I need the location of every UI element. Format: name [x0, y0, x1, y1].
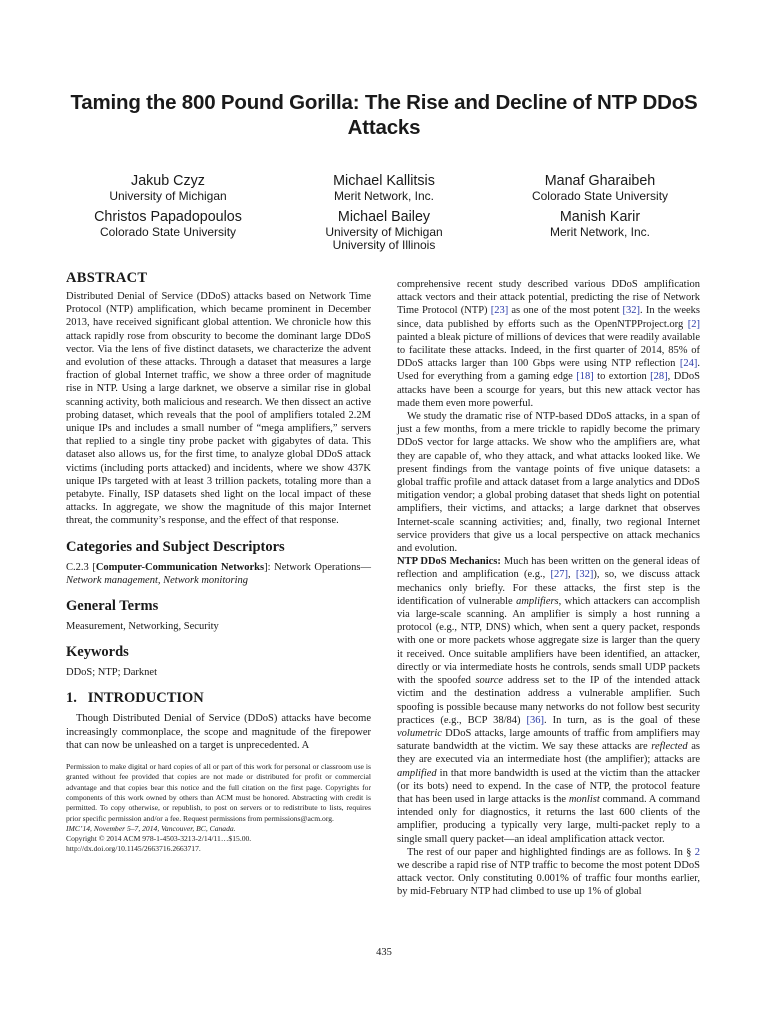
categories-section: [66, 539, 371, 587]
abstract-text: Distributed Denial of Service (DDoS) attacks based on Network Time Protocol (NTP) amplification, which became prominent in December 2013, have received significant global attention. We chronicle how this attack rapidly rose from obscurity to become the dominant large DDoS vector. Via the lens of five distinct datasets, we characterize the advent and evolution of these attacks. Through a dataset that measures a large fraction of global Internet traffic, we show a three order of magnitude rise in NTP. Using a large darknet, we observe a similar rise in global scanning activity, both malicious and research. We then dissect an active probing dataset, which reveals that the pool of amplifiers totaled 2.2M unique IPs and includes a small number of “mega amplifiers,” servers that replied to a single tiny probe packet with gigabytes of data. This dataset also allows us, for the first time, to analyze global DDoS attack victims (including ports attacked) and incidents, where we show 437K unique IPs targeted with at least 3 trillion packets, totaling more than a petabyte. Finally, ISP datasets shed light on the local impact of these attacks. In aggregate, we show the magnitude of this major Internet threat, the community’s response, and the effect of that response.: [66, 291, 371, 527]
run-in-heading: NTP DDoS Mechanics:: [397, 556, 501, 568]
text-run: we describe a rapid rise of NTP traffic to become the most potent DDoS attack vector. Only constituting 0.001% of traffic four months earlier, by mid-February NTP had climbed to use up 1% of global: [397, 859, 700, 898]
author-block: [60, 173, 708, 252]
italic-term: source: [475, 675, 504, 687]
citation-link[interactable]: [2]: [687, 318, 700, 330]
italic-term: amplified: [397, 767, 437, 779]
keywords-heading: Keywords: [66, 644, 129, 661]
introduction-heading: 1. INTRODUCTION: [66, 690, 204, 707]
text-run: , which attackers can accomplish via large-scale scanning. An amplifier is simply a host running a protocol (e.g., NTP, DNS) which, when sent a query packet, responds with one or more packets whose aggregate size is larger than the query it received. Once suitable amplifiers have been identified, an attacker, directly or via intermediate hosts he controls, sends small UDP packets with the spoofed: [397, 595, 700, 687]
intro-paragraph-2: We study the dramatic rise of NTP-based DDoS attacks, in a span of just a few months, from a mere trickle to rapidly become the primary DDoS vector for large attacks. We show who the amplifiers are, what they are capable of, who they attack, and what attacks looked like. We present findings from the vantage points of five unique datasets: a global traffic profile and attack dataset from a large analytics and DDoS mitigation vendor; a global probing dataset that sheds light on potential amplifiers, their victims, and attacks; a large darknet that observes Internet-scale scanning activities; and, finally, two regional Internet service providers that give us a local perspective on attack mechanics and evolution.: [397, 411, 700, 555]
author-affiliation: University of Michigan: [325, 225, 443, 239]
citation-link[interactable]: [36]: [526, 714, 545, 726]
author-affiliation: Colorado State University: [531, 189, 669, 203]
venue-text: IMC’14, November 5–7, 2014, Vancouver, BC, Canada.: [66, 823, 236, 833]
categories-italic: Network management, Network monitoring: [66, 574, 248, 586]
section-link[interactable]: 2: [694, 846, 700, 858]
author-name: Manish Karir: [559, 209, 641, 225]
conference-venue: [66, 824, 371, 834]
author-affiliation: Merit Network, Inc.: [549, 225, 651, 239]
general-terms-text: Measurement, Networking, Security: [66, 621, 219, 633]
author: [276, 209, 492, 252]
general-terms-heading: General Terms: [66, 598, 159, 615]
text-run: in that more bandwidth is used at the victim than the attacker (or its bots) need to expend. In the case of NTP, the protocol feature that has been used in large attacks is the: [397, 767, 700, 805]
italic-term: monlist: [568, 793, 600, 805]
text-run: . In the weeks since, data published by efforts such as the OpenNTPProject.org: [397, 305, 700, 330]
text-run: ), so, we discuss attack mechanics only briefly. For these attacks, the first step is the identification of vulnerable: [397, 569, 701, 607]
author-name: Jakub Czyz: [131, 173, 205, 189]
permission-notice: [66, 762, 371, 855]
author: [276, 173, 492, 203]
text-run: DDoS attacks, large amounts of traffic from amplifiers may saturate bandwidth at the victim. We say these attacks are: [397, 727, 700, 753]
introduction-section: [66, 690, 371, 752]
text-run: The rest of our paper and highlighted findings are as follows. In §: [407, 846, 695, 858]
citation-link[interactable]: [24]: [679, 358, 698, 370]
author-affiliation: Merit Network, Inc.: [333, 189, 435, 203]
right-column: [397, 278, 700, 899]
categories-heading: Categories and Subject Descriptors: [66, 538, 285, 555]
ntp-mechanics-paragraph: [397, 555, 700, 845]
author-name: Manaf Gharaibeh: [544, 173, 656, 189]
citation-link[interactable]: [27]: [550, 569, 569, 581]
author: [60, 173, 276, 203]
text-run: , DDoS attacks have been a scourge for years, but this new attack vector has made them even more powerful.: [397, 371, 700, 409]
text-run: ,: [568, 569, 576, 581]
italic-term: reflected: [651, 741, 688, 753]
author: [492, 173, 708, 203]
text-run: comprehensive recent study described various DDoS amplification attack vectors and their attack potential, predicting the rise of Network Time Protocol (NTP): [397, 279, 700, 317]
intro-paragraph-4: [397, 846, 700, 899]
doi-link[interactable]: http://dx.doi.org/10.1145/2663716.2663717.: [66, 844, 201, 854]
author: [60, 209, 276, 252]
keywords-section: [66, 644, 371, 679]
text-run: . Used for everything from a gaming edge: [397, 358, 700, 383]
author-affiliation-second: University of Illinois: [332, 238, 436, 252]
intro-paragraph-1: [397, 278, 700, 410]
citation-link[interactable]: [28]: [650, 371, 668, 383]
text-run: painted a bleak picture of millions of devices that were readily available to facilitate these attacks. Indeed, in the first quarter of 2014, 85% of DDoS attacks larger than 100 Gbps were using NTP reflection: [397, 331, 700, 370]
text-run: Much has been written on the general ideas of reflection and amplification (e.g.,: [397, 556, 700, 581]
categories-code: C.2.3 [: [66, 561, 96, 573]
citation-link[interactable]: [18]: [576, 371, 594, 383]
author: [492, 209, 708, 252]
author-affiliation: Colorado State University: [99, 225, 237, 239]
paper-title: Taming the 800 Pound Gorilla: The Rise and Decline of NTP DDoS Attacks: [70, 91, 698, 139]
introduction-text: Though Distributed Denial of Service (DDoS) attacks have become increasingly commonplace, the scope and magnitude of the firepower that can now be unleashed on a target is unprecedented. A: [66, 713, 371, 751]
page-number: 435: [376, 947, 392, 958]
general-terms-section: [66, 598, 371, 633]
author-name: Michael Kallitsis: [333, 173, 435, 189]
categories-rest: ]: Network Operations—: [264, 561, 371, 573]
text-run: as one of the most potent: [508, 305, 623, 317]
left-column: [66, 270, 371, 855]
citation-link[interactable]: [23]: [490, 305, 509, 317]
categories-text: [66, 561, 371, 587]
text-run: as they are executed via an intermediate host (the amplifier); attacks are: [397, 741, 700, 766]
categories-bold: Computer-Communication Networks: [95, 561, 265, 573]
author-affiliation: University of Michigan: [109, 189, 227, 203]
italic-term: amplifiers: [516, 595, 559, 607]
text-run: to extortion: [593, 371, 651, 383]
permission-text: Permission to make digital or hard copies of all or part of this work for personal or classroom use is granted without fee provided that copies are not made or distributed for profit or commercial advantage and that copies bear this notice and the full citation on the first page. Copyrights for components of this work owned by others than ACM must be honored. Abstracting with credit is permitted. To copy otherwise, or republish, to post on servers or to redistribute to lists, requires prior specific permission and/or a fee. Request permissions from permissions@acm.org.: [66, 762, 371, 823]
text-run: address set to the IP of the intended attack victim and the destination address a vulnerable amplifier. Such spoofing is possible because many networks do not follow best security practices (e.g., BCP 38/84): [397, 675, 700, 726]
citation-link[interactable]: [32]: [575, 569, 594, 581]
author-name: Michael Bailey: [337, 209, 431, 225]
keywords-text: DDoS; NTP; Darknet: [66, 667, 157, 679]
text-run: . In turn, as is the goal of these: [544, 714, 700, 726]
abstract-heading: ABSTRACT: [66, 270, 148, 286]
text-run: command. A command intended only for diagnostics, it returns the last 600 clients of the amplifier, producing a typically very large, multi-packet reply to a single small query packet—an ideal amplification attack vector.: [397, 793, 700, 845]
italic-term: volumetric: [397, 727, 442, 739]
citation-link[interactable]: [32]: [622, 305, 641, 317]
author-name: Christos Papadopoulos: [94, 209, 242, 225]
copyright-line: Copyright © 2014 ACM 978-1-4503-3213-2/14/11…$15.00.: [66, 834, 252, 844]
